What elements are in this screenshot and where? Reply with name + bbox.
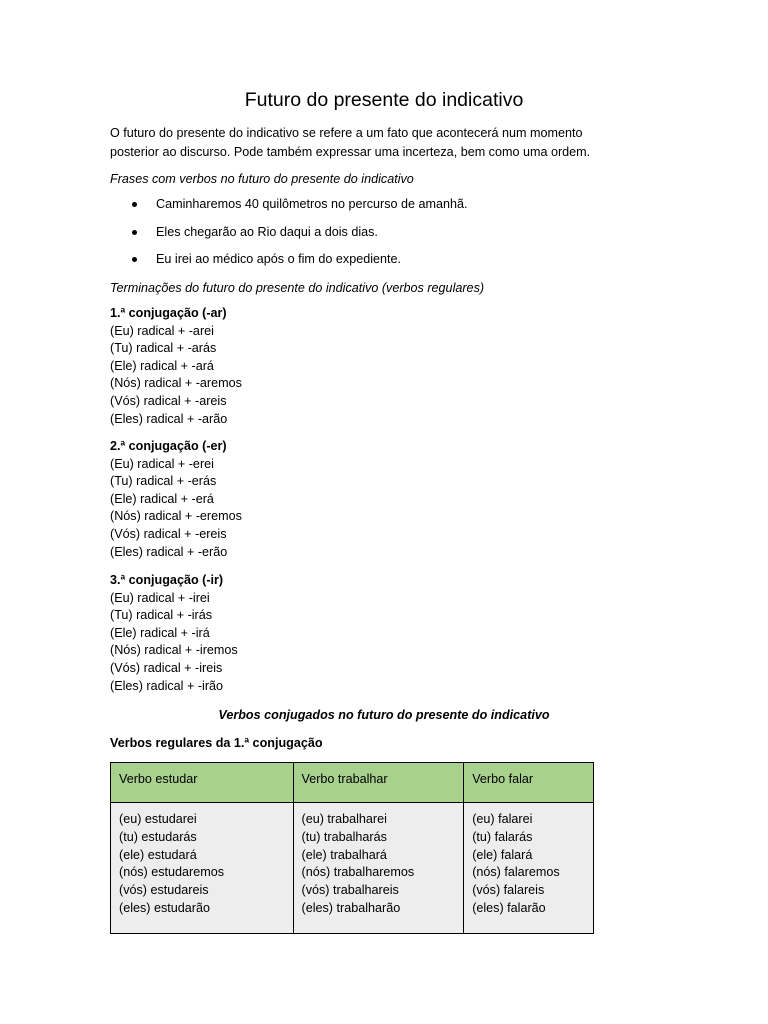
conjugated-form: (vós) trabalhareis: [301, 883, 399, 898]
table-caption: Verbos regulares da 1.ª conjugação: [110, 736, 323, 750]
table-header-cell: Verbo trabalhar: [293, 763, 464, 803]
conjugated-form: (eles) trabalharão: [301, 900, 401, 915]
ending-line: (Eu) radical + -erei: [110, 456, 214, 471]
conjugated-form: (eu) falarei: [472, 812, 533, 826]
conjugated-heading: Verbos conjugados no futuro do presente do indicativo: [218, 708, 550, 722]
conjugated-form: (nós) falaremos: [472, 865, 560, 880]
conjugated-form: (ele) estudará: [119, 847, 197, 862]
list-item: Eu irei ao médico após o fim do expediente.: [110, 249, 468, 277]
table-header-row: [111, 763, 594, 803]
ending-line: (Nós) radical + -eremos: [110, 509, 242, 524]
table-row: [111, 803, 594, 934]
conjugated-form: (vós) falareis: [472, 883, 545, 898]
intro-line: posterior ao discurso. Pode também expressar uma incerteza, bem como uma ordem.: [110, 145, 591, 159]
ending-line: (Nós) radical + -iremos: [110, 643, 238, 658]
table-cell-trabalhar: [293, 803, 464, 934]
ending-line: (Vós) radical + -ireis: [110, 660, 223, 675]
ending-line: (Ele) radical + -erá: [110, 491, 214, 506]
ending-line: (Tu) radical + -arás: [110, 341, 217, 356]
ending-line: (Eu) radical + -arei: [110, 323, 214, 338]
conjugated-form: (tu) estudarás: [119, 829, 197, 844]
conjugated-form: (eu) estudarei: [119, 812, 197, 826]
intro-paragraph: [110, 124, 650, 162]
ending-line: (Vós) radical + -areis: [110, 393, 227, 408]
conjugation-title: 3.ª conjugação (-ir): [110, 573, 224, 587]
conjugated-form: (ele) trabalhará: [301, 847, 387, 862]
ending-line: (Tu) radical + -erás: [110, 474, 217, 489]
conjugation-title: 1.ª conjugação (-ar): [110, 306, 227, 320]
conjugation-title: 2.ª conjugação (-er): [110, 439, 227, 453]
conjugation-third: [110, 572, 238, 695]
endings-heading: Terminações do futuro do presente do indicativo (verbos regulares): [110, 281, 485, 295]
ending-line: (Eles) radical + -arão: [110, 411, 228, 426]
conjugated-form: (eles) estudarão: [119, 900, 211, 915]
ending-line: (Ele) radical + -ará: [110, 358, 214, 373]
ending-line: (Nós) radical + -aremos: [110, 376, 242, 391]
list-item: Eles chegarão ao Rio daqui a dois dias.: [110, 222, 468, 250]
table-header-cell: Verbo falar: [464, 763, 594, 803]
conjugated-form: (eu) trabalharei: [301, 812, 387, 826]
conjugation-second: [110, 438, 242, 561]
ending-line: (Ele) radical + -irá: [110, 625, 210, 640]
table-cell-estudar: [111, 803, 294, 934]
list-item: Caminharemos 40 quilômetros no percurso de amanhã.: [110, 194, 468, 222]
conjugated-form: (vós) estudareis: [119, 883, 209, 898]
ending-line: (Eu) radical + -irei: [110, 590, 210, 605]
table-cell-falar: [464, 803, 594, 934]
ending-line: (Vós) radical + -ereis: [110, 526, 227, 541]
ending-line: (Tu) radical + -irás: [110, 608, 213, 623]
table-header-cell: Verbo estudar: [111, 763, 294, 803]
conjugation-first: [110, 305, 242, 428]
conjugated-form: (nós) estudaremos: [119, 865, 224, 880]
ending-line: (Eles) radical + -irão: [110, 678, 224, 693]
examples-list: [110, 194, 468, 277]
conjugated-form: (tu) falarás: [472, 829, 533, 844]
intro-line: O futuro do presente do indicativo se refere a um fato que acontecerá num momento: [110, 126, 583, 140]
ending-line: (Eles) radical + -erão: [110, 544, 228, 559]
conjugated-form: (tu) trabalharás: [301, 829, 387, 844]
conjugation-table: [110, 762, 594, 934]
conjugated-form: (nós) trabalharemos: [301, 865, 415, 880]
conjugated-form: (eles) falarão: [472, 900, 546, 915]
examples-heading: Frases com verbos no futuro do presente do indicativo: [110, 172, 414, 186]
page-title: Futuro do presente do indicativo: [244, 89, 524, 111]
conjugated-form: (ele) falará: [472, 847, 533, 862]
